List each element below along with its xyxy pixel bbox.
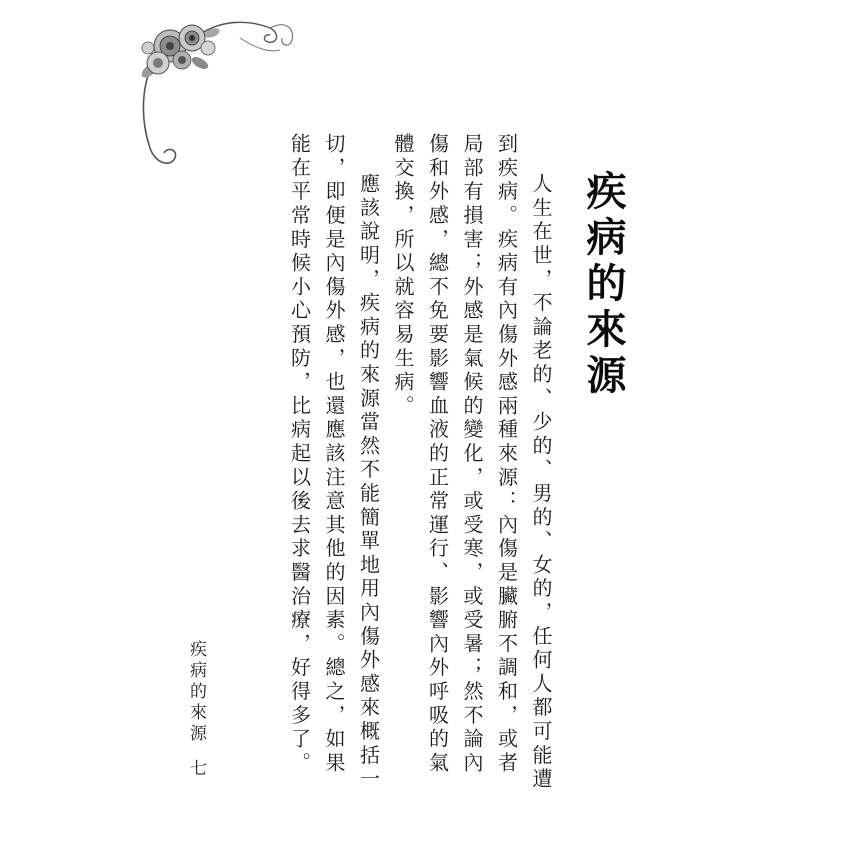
page-title: 疾病的來源 [580,170,626,400]
paragraph: 人生在世，不論老的、少的、男的、女的，任何人都可能遭到疾病。疾病有內傷外感兩種來源：內傷是臟腑不調和，或者局部有損害；外感是氣候的變化，或受寒，或受暑；然不論內傷和外感，總不免要影響血液的正常運行、影響內外呼吸的氣體交換，所以就容易生病。 [391,133,553,792]
page-footer [187,640,204,780]
running-title: 疾病的來源 [186,640,206,745]
page-number: 七 [186,759,206,780]
paragraph: 應該說明，疾病的來源當然不能簡單地用內傷外感來概括一切，即便是內傷外感，也還應該注意其他的因素。總之，如果能在平常時候小心預防，比病起以後去求醫治療，好得多了。 [287,133,381,792]
body-text [282,133,558,798]
